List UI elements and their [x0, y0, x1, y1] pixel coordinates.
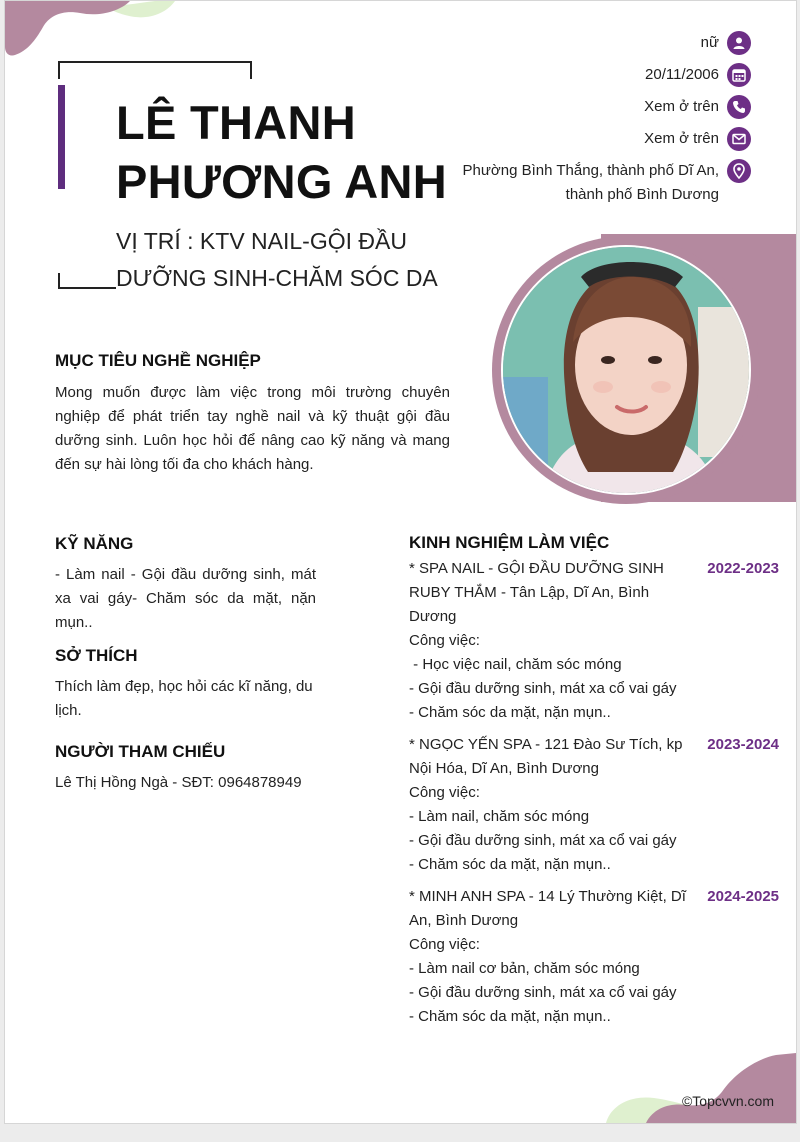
job-task: - Làm nail, chăm sóc móng [409, 808, 590, 825]
experience-list [409, 557, 779, 1037]
contact-phone [391, 95, 751, 119]
user-icon [727, 31, 751, 55]
corner-decoration-top-left [5, 1, 175, 61]
profile-photo [501, 245, 751, 495]
skills-title: KỸ NĂNG [55, 534, 134, 553]
job-date: 2023-2024 [707, 736, 779, 753]
hobbies-title: SỞ THÍCH [55, 646, 138, 665]
job-task: - Gội đầu dưỡng sinh, mát xa cổ vai gáy [409, 680, 677, 697]
job-position: VỊ TRÍ : KTV NAIL-GỘI ĐẦU DƯỠNG SINH-CHĂM SÓC DA [116, 228, 438, 291]
cv-page [4, 0, 797, 1124]
candidate-name: LÊ THANH PHƯƠNG ANH [116, 96, 448, 208]
email-text: Xem ở trên [644, 130, 719, 147]
address-line-2: thành phố Bình Dương [565, 186, 719, 203]
job-company: * MINH ANH SPA - 14 Lý Thường Kiệt, Dĩ An, Bình Dương [409, 888, 686, 929]
skills-text: - Làm nail - Gội đầu dưỡng sinh, mát xa vai gáy- Chăm sóc da mặt, nặn mụn.. [55, 566, 316, 631]
job-task: - Gội đầu dưỡng sinh, mát xa cổ vai gáy [409, 832, 677, 849]
job-tasks-label: Công việc: [409, 632, 480, 649]
contact-email [391, 127, 751, 151]
job-task: - Gội đầu dưỡng sinh, mát xa cổ vai gáy [409, 984, 677, 1001]
job-company: * SPA NAIL - GỘI ĐẦU DƯỠNG SINH RUBY THẮM - Tân Lập, Dĩ An, Bình Dương [409, 560, 664, 625]
phone-text: Xem ở trên [644, 98, 719, 115]
job-entry [409, 557, 779, 725]
job-date: 2024-2025 [707, 888, 779, 905]
job-details [409, 733, 691, 877]
job-task: - Chăm sóc da mặt, nặn mụn.. [409, 856, 611, 873]
job-task: - Làm nail cơ bản, chăm sóc móng [409, 960, 640, 977]
experience-title: KINH NGHIỆM LÀM VIỆC [409, 533, 610, 552]
gender-text: nữ [700, 34, 719, 51]
references-text: Lê Thị Hồng Ngà - SĐT: 0964878949 [55, 774, 302, 791]
hobbies-text: Thích làm đẹp, học hỏi các kĩ năng, du lịch. [55, 678, 313, 719]
address-text [463, 159, 719, 207]
job-tasks-label: Công việc: [409, 936, 480, 953]
job-details [409, 885, 691, 1029]
copyright-text: ©Topcvvn.com [681, 1093, 774, 1109]
job-tasks-label: Công việc: [409, 784, 480, 801]
job-entry [409, 733, 779, 877]
name-accent-bar [58, 85, 65, 189]
objective-title: MỤC TIÊU NGHỀ NGHIỆP [55, 351, 261, 370]
references-title: NGƯỜI THAM CHIẾU [55, 742, 226, 761]
calendar-icon [727, 63, 751, 87]
contact-info [391, 31, 751, 215]
job-date: 2022-2023 [707, 560, 779, 577]
contact-gender [391, 31, 751, 55]
name-frame-top [58, 61, 252, 79]
address-line-1: Phường Bình Thắng, thành phố Dĩ An, [462, 162, 719, 179]
job-company: * NGỌC YẾN SPA - 121 Đào Sư Tích, kp Nội Hóa, Dĩ An, Bình Dương [409, 736, 683, 777]
job-task: - Chăm sóc da mặt, nặn mụn.. [409, 1008, 611, 1025]
location-pin-icon [727, 159, 751, 183]
phone-icon [727, 95, 751, 119]
job-task: - Học việc nail, chăm sóc móng [409, 656, 622, 673]
job-entry [409, 885, 779, 1029]
birthday-text: 20/11/2006 [645, 66, 719, 83]
contact-birthday [391, 63, 751, 87]
objective-text: Mong muốn được làm việc trong môi trường chuyên nghiệp để phát triển tay nghề nail và kỹ thuật gội đầu dưỡng sinh. Luôn học hỏi để nâng cao kỹ năng và mang đến sự hài lòng tối đa cho khách hàng. [55, 384, 450, 473]
contact-address [391, 159, 751, 207]
job-details [409, 557, 691, 725]
job-task: - Chăm sóc da mặt, nặn mụn.. [409, 704, 611, 721]
name-frame-bottom [58, 273, 116, 289]
corner-decoration-bottom-right [606, 1053, 796, 1123]
email-icon [727, 127, 751, 151]
